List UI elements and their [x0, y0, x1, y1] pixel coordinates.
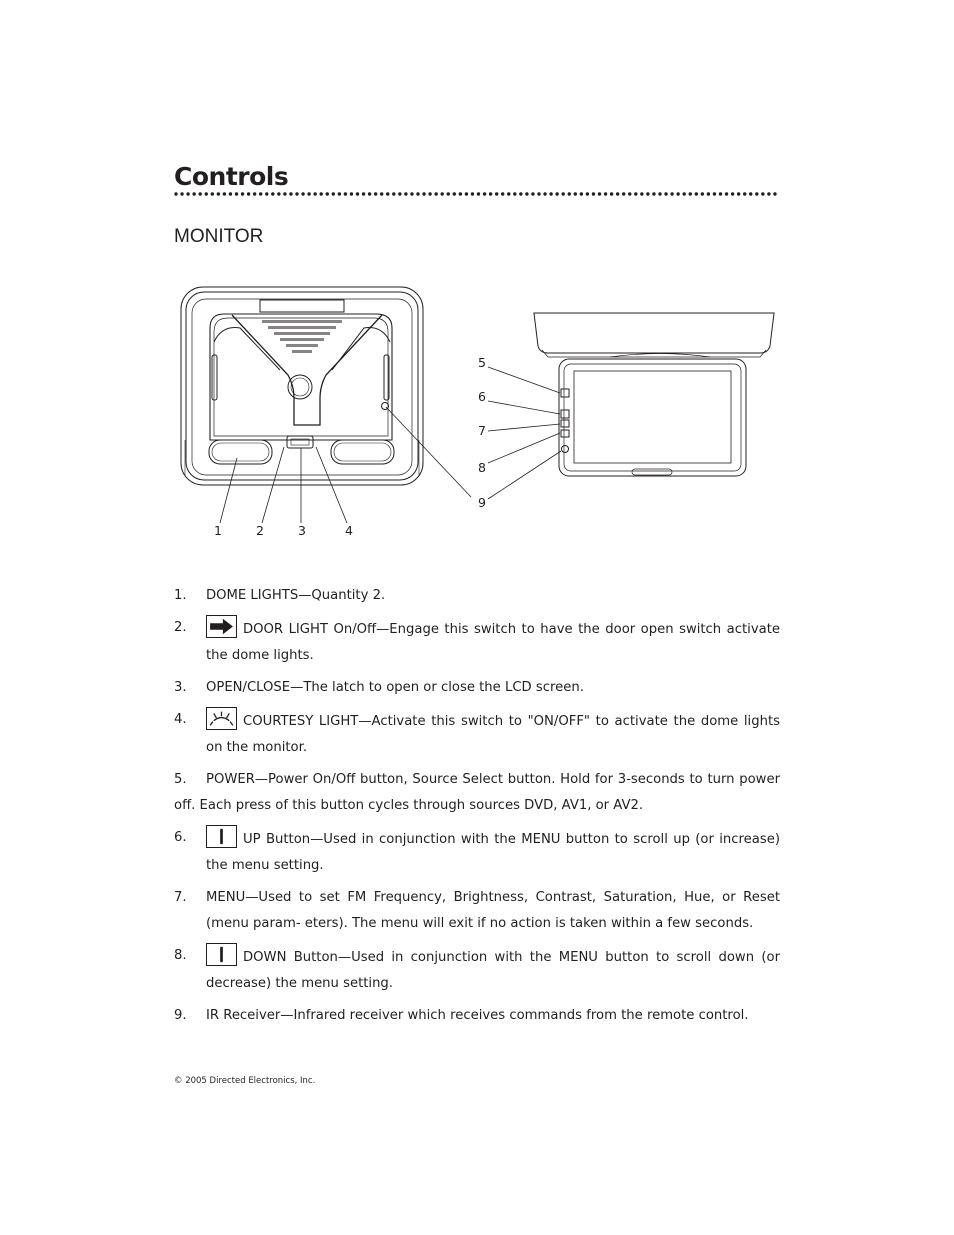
item-text: COURTESY LIGHT—Activate this switch to "ON/OFF" to activate the dome lights on the monitor.	[206, 714, 780, 755]
list-item	[174, 885, 780, 937]
item-number: 4.	[174, 712, 187, 727]
item-number: 1.	[174, 588, 187, 603]
speaker-grille	[262, 320, 342, 353]
item-number: 3.	[174, 680, 187, 695]
item-text: POWER—Power On/Off button, Source Select button. Hold for 3-seconds to turn power off. Each press of this button cycles through sources DVD, AV1, or AV2.	[174, 772, 780, 813]
copyright-footer: © 2005 Directed Electronics, Inc.	[174, 1076, 316, 1086]
item-text: DOWN Button—Used in conjunction with the MENU button to scroll down (or decrease) the menu setting.	[206, 950, 780, 991]
list-item	[174, 825, 780, 879]
item-text: MENU—Used to set FM Frequency, Brightness, Contrast, Saturation, Hue, or Reset (menu param- eters). The menu will exit if no action is taken within a few seconds.	[206, 890, 780, 931]
down-button-icon	[206, 943, 237, 966]
door-light-switch-icon	[206, 615, 237, 638]
item-number: 2.	[174, 620, 187, 635]
item-text: OPEN/CLOSE—The latch to open or close the LCD screen.	[206, 680, 584, 695]
front-leader-lines	[220, 407, 471, 523]
list-item	[174, 583, 780, 609]
list-item	[174, 943, 780, 997]
item-number: 7.	[174, 890, 187, 905]
list-item	[174, 707, 780, 761]
monitor-side-view	[534, 313, 774, 476]
item-number: 9.	[174, 1008, 187, 1023]
callout-2: 2	[256, 523, 264, 538]
item-number: 5.	[174, 772, 187, 787]
item-text: DOOR LIGHT On/Off—Engage this switch to have the door open switch activate the dome lights.	[206, 622, 780, 663]
list-item	[174, 675, 780, 701]
list-item	[174, 1003, 780, 1029]
list-item	[174, 767, 780, 819]
side-leader-lines	[488, 367, 561, 499]
monitor-diagram	[170, 280, 790, 545]
courtesy-light-icon	[206, 707, 237, 730]
callout-4: 4	[345, 523, 353, 538]
monitor-front-view	[181, 287, 423, 485]
callout-5: 5	[478, 355, 486, 370]
item-text: DOME LIGHTS—Quantity 2.	[206, 588, 386, 603]
callout-9: 9	[478, 495, 486, 510]
callout-1: 1	[214, 523, 222, 538]
up-button-icon	[206, 825, 237, 848]
callout-7: 7	[478, 423, 486, 438]
item-number: 6.	[174, 830, 187, 845]
item-text: IR Receiver—Infrared receiver which receives commands from the remote control.	[206, 1008, 749, 1023]
item-number: 8.	[174, 948, 187, 963]
callout-6: 6	[478, 389, 486, 404]
callout-3: 3	[298, 523, 306, 538]
dotted-divider	[173, 191, 781, 197]
page-title: Controls	[174, 162, 289, 191]
list-item	[174, 615, 780, 669]
callout-8: 8	[478, 460, 486, 475]
controls-list	[174, 583, 780, 1035]
section-title: MONITOR	[174, 226, 264, 247]
item-text: UP Button—Used in conjunction with the MENU button to scroll up (or increase) the menu setting.	[206, 832, 780, 873]
